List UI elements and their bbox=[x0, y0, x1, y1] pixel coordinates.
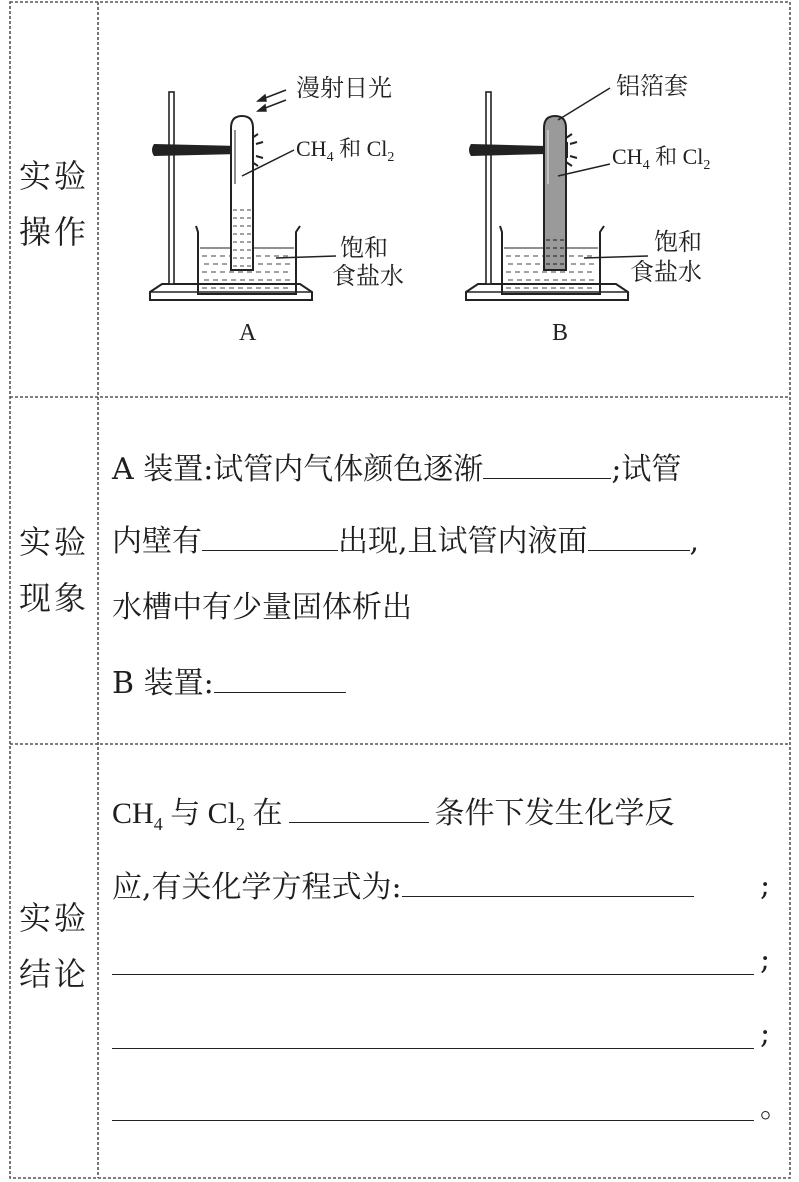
phenomena-label-line2: 现象 bbox=[18, 579, 89, 617]
gas-label-a: $CH_4$ 和 $Cl_2$ bbox=[296, 136, 395, 165]
apparatus-figure bbox=[100, 4, 790, 394]
caption-a: A bbox=[239, 320, 257, 346]
blank-inner-wall[interactable] bbox=[202, 520, 338, 551]
conclusion-label bbox=[8, 890, 100, 1002]
gas-label-b: $CH_4$ 和 $Cl_2$ bbox=[612, 144, 711, 173]
blank-equation-3[interactable] bbox=[112, 1048, 754, 1049]
phenomena-label bbox=[8, 514, 100, 626]
solution-label-b-line1: 饱和 bbox=[654, 230, 702, 256]
phenomena-label-line1: 实验 bbox=[18, 523, 89, 561]
conclusion-line-1: $CH_4$ 与 $Cl_2$ 在 条件下发生化学反 bbox=[112, 792, 773, 832]
blank-equation-2[interactable] bbox=[112, 974, 754, 975]
apparatus-a bbox=[150, 75, 404, 346]
semicolon-1: ; bbox=[760, 868, 771, 903]
blank-equation-1[interactable] bbox=[402, 866, 694, 897]
conclusion-label-line2: 结论 bbox=[18, 955, 89, 993]
phenomena-line-4: B 装置: bbox=[112, 662, 773, 702]
caption-b: B bbox=[552, 320, 569, 346]
semicolon-3: ; bbox=[760, 1016, 771, 1051]
conclusion-line-2: 应,有关化学方程式为: bbox=[112, 866, 773, 906]
semicolon-2: ; bbox=[760, 942, 771, 977]
apparatus-b bbox=[466, 73, 710, 346]
light-label: 漫射日光 bbox=[296, 76, 392, 102]
blank-equation-4[interactable] bbox=[112, 1120, 754, 1121]
period-mark: 。 bbox=[760, 1090, 790, 1125]
operation-label-line2: 操作 bbox=[18, 213, 89, 251]
phenomena-line-3: 水槽中有少量固体析出 bbox=[112, 590, 412, 625]
phenomena-line-2: 内壁有 出现,且试管内液面 , bbox=[112, 520, 773, 560]
solution-label-b-line2: 食盐水 bbox=[630, 260, 702, 286]
solution-label-a-line1: 饱和 bbox=[340, 236, 388, 262]
foil-label: 铝箔套 bbox=[616, 74, 688, 100]
operation-label bbox=[8, 148, 100, 260]
blank-condition[interactable] bbox=[289, 792, 429, 823]
solution-label-a-line2: 食盐水 bbox=[332, 264, 404, 290]
blank-color-change[interactable] bbox=[483, 448, 611, 479]
conclusion-label-line1: 实验 bbox=[18, 899, 89, 937]
blank-b-phenomenon[interactable] bbox=[214, 662, 346, 693]
phenomena-line-1: A 装置:试管内气体颜色逐渐 ;试管 bbox=[112, 448, 773, 488]
operation-label-line1: 实验 bbox=[18, 157, 89, 195]
blank-liquid-level[interactable] bbox=[588, 520, 690, 551]
